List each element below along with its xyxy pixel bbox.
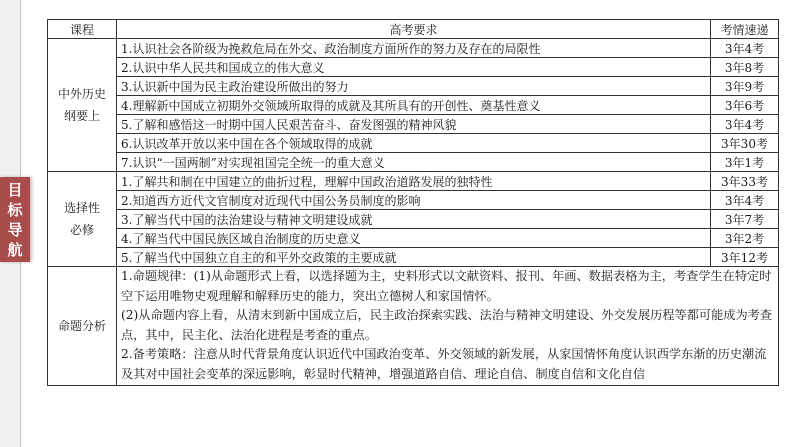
frequency-cell: 3年4考: [711, 115, 779, 134]
table-header-row: [48, 20, 779, 39]
analysis-paragraph: (2)从命题内容上看，从清末到新中国成立后，民主政治探索实践、法治与精神文明建设、外交发展历程等都可能成为考查点，其中，民主化、法治化进程是考查的重点。: [121, 308, 773, 342]
frequency-cell: 3年1考: [711, 153, 779, 172]
table-row: [48, 39, 779, 58]
table-row: [48, 58, 779, 77]
requirement-cell: 1.认识社会各阶级为挽救危局在外交、政治制度方面所作的努力及存在的局限性: [117, 39, 711, 58]
frequency-cell: 3年33考: [711, 172, 779, 191]
table-row: [48, 77, 779, 96]
header-frequency: 考情速递: [711, 20, 779, 39]
table-row: [48, 153, 779, 172]
frequency-cell: 3年2考: [711, 229, 779, 248]
course-label-line: 选择性: [63, 201, 100, 215]
frequency-cell: 3年4考: [711, 39, 779, 58]
nav-tab-char: 航: [7, 240, 23, 259]
frequency-cell: 3年9考: [711, 77, 779, 96]
course-label-line: 中外历史: [57, 87, 106, 101]
analysis-content-cell: [117, 267, 779, 386]
requirement-cell: 4.了解当代中国民族区域自治制度的历史意义: [117, 229, 711, 248]
frequency-cell: 3年4考: [711, 191, 779, 210]
requirement-cell: 3.了解当代中国的法治建设与精神文明建设成就: [117, 210, 711, 229]
frequency-cell: 3年6考: [711, 96, 779, 115]
course-label-line: 纲要上: [63, 109, 100, 123]
table-row: [48, 248, 779, 267]
frequency-cell: 3年7考: [711, 210, 779, 229]
nav-tab-goal-navigation[interactable]: [0, 177, 30, 262]
requirement-cell: 1.了解共和制在中国建立的曲折过程，理解中国政治道路发展的独特性: [117, 172, 711, 191]
requirement-cell: 5.了解和感悟这一时期中国人民艰苦奋斗、奋发图强的精神风貌: [117, 115, 711, 134]
course-cell-elective: [48, 172, 117, 267]
requirement-cell: 2.知道西方近代文官制度对近现代中国公务员制度的影响: [117, 191, 711, 210]
table-row: [48, 191, 779, 210]
nav-tab-char: 导: [7, 220, 23, 239]
requirement-cell: 6.认识改革开放以来中国在各个领域取得的成就: [117, 134, 711, 153]
header-course: 课程: [48, 20, 117, 39]
frequency-cell: 3年30考: [711, 134, 779, 153]
table-row: [48, 172, 779, 191]
frequency-cell: 3年12考: [711, 248, 779, 267]
table-row: [48, 229, 779, 248]
nav-tab-char: 目: [7, 180, 23, 199]
course-cell-outline-upper: [48, 39, 117, 172]
requirement-cell: 7.认识“一国两制”对实现祖国完全统一的重大意义: [117, 153, 711, 172]
exam-requirements-table: [47, 19, 779, 386]
analysis-paragraph: 1.命题规律：(1)从命题形式上看，以选择题为主，史料形式以文献资料、报刊、年画、数据表格为主，考查学生在特定时空下运用唯物史观理解和解释历史的能力，突出立德树人和家国情怀。: [121, 269, 772, 303]
requirement-cell: 3.认识新中国为民主政治建设所做出的努力: [117, 77, 711, 96]
analysis-row: [48, 267, 779, 386]
table-row: [48, 210, 779, 229]
analysis-label-cell: 命题分析: [48, 267, 117, 386]
table-row: [48, 134, 779, 153]
table-row: [48, 115, 779, 134]
analysis-paragraph: 2.备考策略：注意从时代背景角度认识近代中国政治变革、外交领域的新发展，从家国情怀角度认识西学东渐的历史潮流及其对中国社会变革的深远影响，彰显时代精神，增强道路自信、理论自信、制度自信和文化自信: [121, 347, 767, 381]
requirement-cell: 4.理解新中国成立初期外交领域所取得的成就及其所具有的开创性、奠基性意义: [117, 96, 711, 115]
header-requirement: 高考要求: [117, 20, 711, 39]
requirement-cell: 2.认识中华人民共和国成立的伟大意义: [117, 58, 711, 77]
nav-tab-char: 标: [7, 200, 23, 219]
course-label-line: 必修: [69, 223, 94, 237]
table-row: [48, 96, 779, 115]
frequency-cell: 3年8考: [711, 58, 779, 77]
requirement-cell: 5.了解当代中国独立自主的和平外交政策的主要成就: [117, 248, 711, 267]
